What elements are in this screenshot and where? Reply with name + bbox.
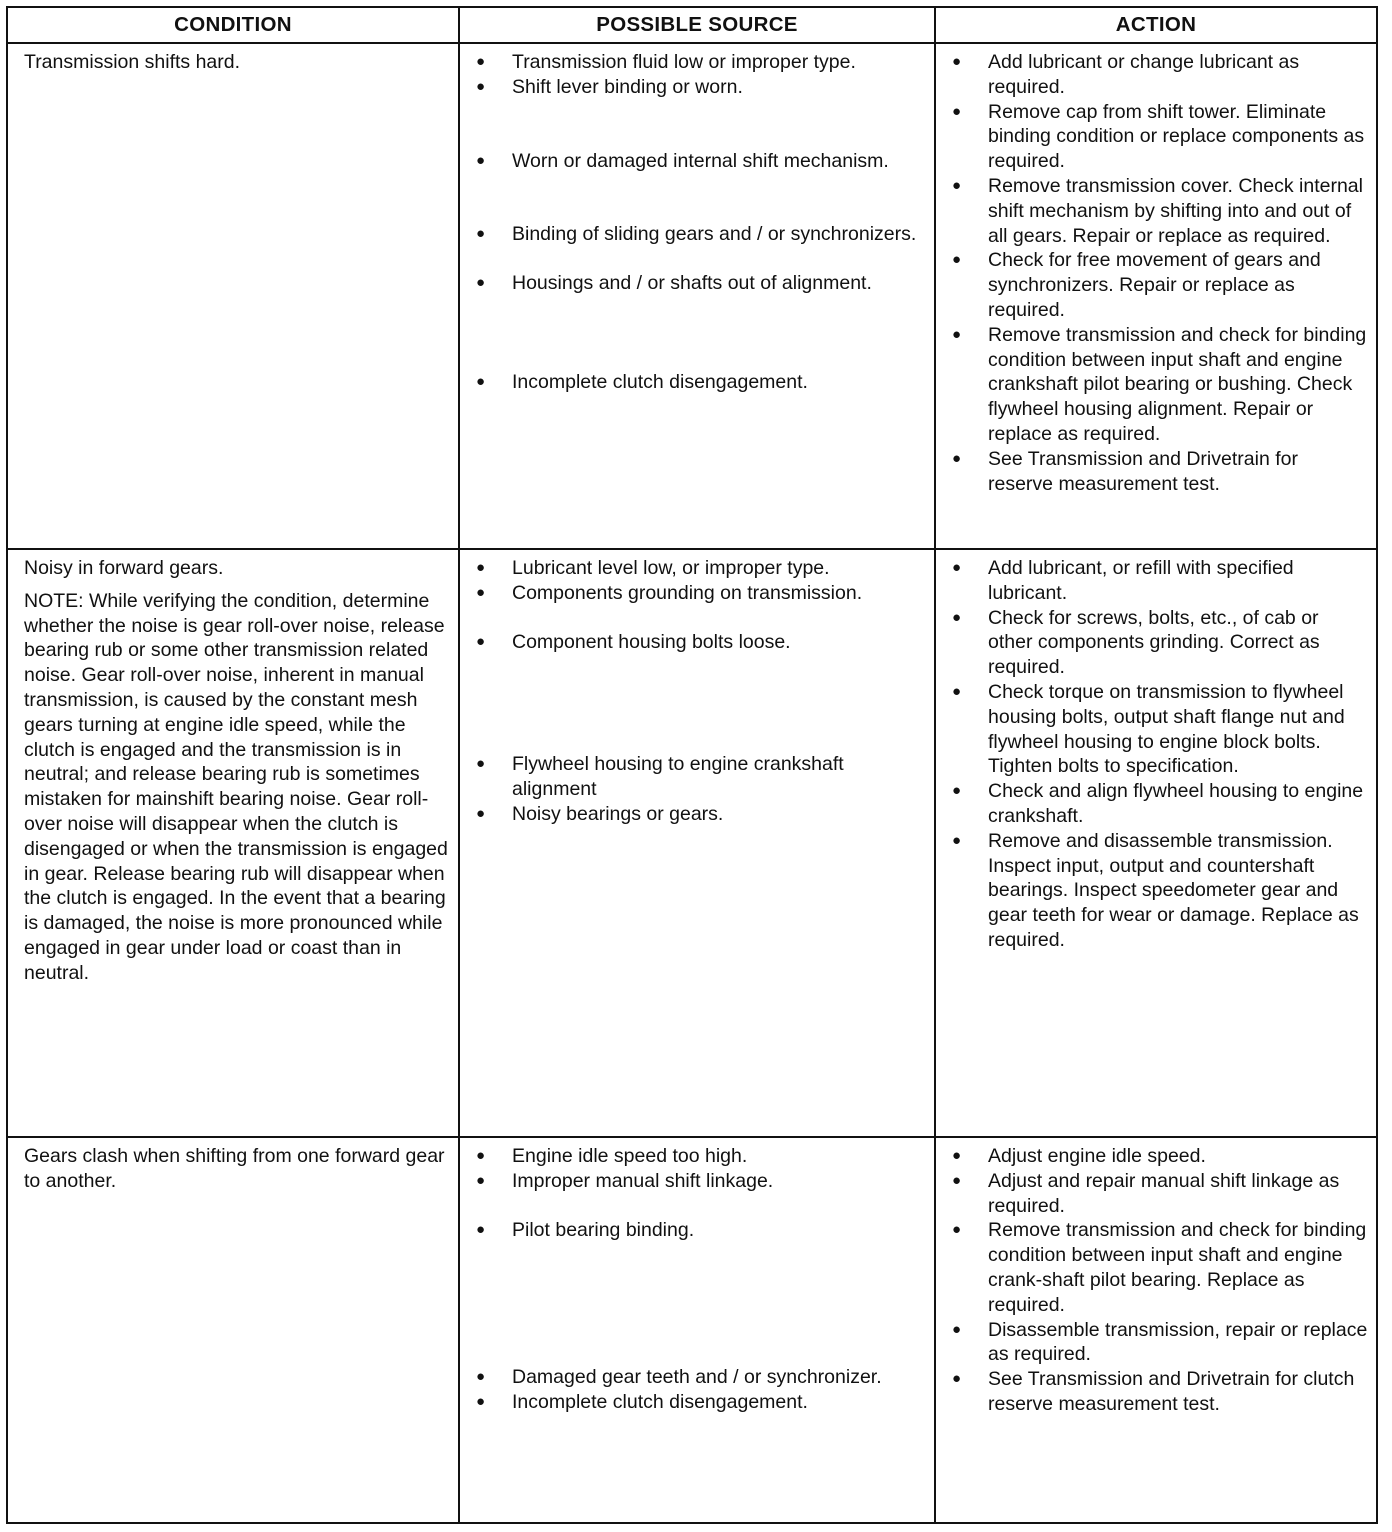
- source-item: ● Component housing bolts loose.: [476, 630, 926, 655]
- source-item: ● Incomplete clutch disengagement.: [476, 370, 926, 395]
- action-item: ● Adjust and repair manual shift linkage as required.: [952, 1169, 1368, 1219]
- condition-note: NOTE: While verifying the condition, determine whether the noise is gear roll-over noise, release bearing rub or some other transmission related noise. Gear roll-over noise, inherent in manual transmission, is caused by the constant mesh gears turning at engine idle speed, while the clutch is engaged and the transmission is in neutral; and release bearing rub is sometimes mistaken for mainshift bearing noise. Gear roll-over noise will disappear when the clutch is disengaged or when the transmission is engaged in gear. Release bearing rub will disappear when the clutch is engaged. In the event that a bearing is damaged, the noise is more pronounced while engaged in gear under load or coast than in neutral.: [24, 589, 448, 984]
- source-item: ● Lubricant level low, or improper type.: [476, 556, 926, 581]
- source-item: ● Shift lever binding or worn.: [476, 75, 926, 100]
- source-item: ● Engine idle speed too high.: [476, 1144, 926, 1169]
- action-item: ● Check torque on transmission to flywheel housing bolts, output shaft flange nut and flywheel housing to engine block bolts. Tighten bolts to specification.: [952, 680, 1368, 779]
- source-item: ● Components grounding on transmission.: [476, 581, 926, 606]
- source-item: ● Binding of sliding gears and / or synchronizers.: [476, 222, 926, 247]
- condition-cell: [8, 1137, 459, 1522]
- header-row: [8, 8, 1376, 43]
- header-possible-source: POSSIBLE SOURCE: [459, 8, 935, 43]
- source-item: ● Improper manual shift linkage.: [476, 1169, 926, 1194]
- condition-cell: [8, 549, 459, 1137]
- action-item: ● Remove cap from shift tower. Eliminate binding condition or replace components as required.: [952, 100, 1368, 174]
- condition-text: Transmission shifts hard.: [24, 51, 241, 73]
- source-item: ● Noisy bearings or gears.: [476, 802, 926, 827]
- action-item: ● See Transmission and Drivetrain for reserve measurement test.: [952, 447, 1368, 497]
- source-item: ● Worn or damaged internal shift mechanism.: [476, 149, 926, 174]
- source-item: ● Pilot bearing binding.: [476, 1218, 926, 1243]
- action-cell: [935, 1137, 1376, 1522]
- troubleshooting-page: [6, 6, 1378, 1524]
- action-item: ● Add lubricant or change lubricant as required.: [952, 50, 1368, 100]
- source-cell: [459, 43, 935, 549]
- action-item: ● Remove and disassemble transmission. Inspect input, output and countershaft bearings. Inspect speedometer gear and gear teeth for wear or damage. Replace as required.: [952, 829, 1368, 953]
- action-item: ● Add lubricant, or refill with specified lubricant.: [952, 556, 1368, 606]
- action-item: ● Check and align flywheel housing to engine crankshaft.: [952, 779, 1368, 829]
- table-row: [8, 1137, 1376, 1522]
- source-item: ● Flywheel housing to engine crankshaft alignment: [476, 752, 926, 802]
- source-cell: [459, 1137, 935, 1522]
- source-item: ● Housings and / or shafts out of alignment.: [476, 271, 926, 296]
- action-item: ● Remove transmission and check for binding condition between input shaft and engine crank-shaft pilot bearing. Replace as required.: [952, 1218, 1368, 1317]
- action-cell: [935, 549, 1376, 1137]
- condition-cell: [8, 43, 459, 549]
- header-action: ACTION: [935, 8, 1376, 43]
- source-item: ● Damaged gear teeth and / or synchronizer.: [476, 1365, 926, 1390]
- condition-text: Noisy in forward gears.: [24, 557, 224, 579]
- action-item: ● Remove transmission cover. Check internal shift mechanism by shifting into and out of all gears. Repair or replace as required.: [952, 174, 1368, 248]
- action-item: ● See Transmission and Drivetrain for clutch reserve measurement test.: [952, 1367, 1368, 1417]
- header-condition: CONDITION: [8, 8, 459, 43]
- source-item: ● Incomplete clutch disengagement.: [476, 1390, 926, 1415]
- action-item: ● Disassemble transmission, repair or replace as required.: [952, 1318, 1368, 1368]
- condition-text: Gears clash when shifting from one forward gear to another.: [24, 1145, 445, 1192]
- troubleshooting-table: [8, 8, 1376, 1522]
- action-cell: [935, 43, 1376, 549]
- action-item: ● Check for screws, bolts, etc., of cab or other components grinding. Correct as required.: [952, 606, 1368, 680]
- action-item: ● Remove transmission and check for binding condition between input shaft and engine crankshaft pilot bearing or bushing. Check flywheel housing alignment. Repair or replace as required.: [952, 323, 1368, 447]
- table-row: [8, 549, 1376, 1137]
- action-item: ● Adjust engine idle speed.: [952, 1144, 1368, 1169]
- source-cell: [459, 549, 935, 1137]
- action-item: ● Check for free movement of gears and synchronizers. Repair or replace as required.: [952, 248, 1368, 322]
- table-row: [8, 43, 1376, 549]
- source-item: ● Transmission fluid low or improper type.: [476, 50, 926, 75]
